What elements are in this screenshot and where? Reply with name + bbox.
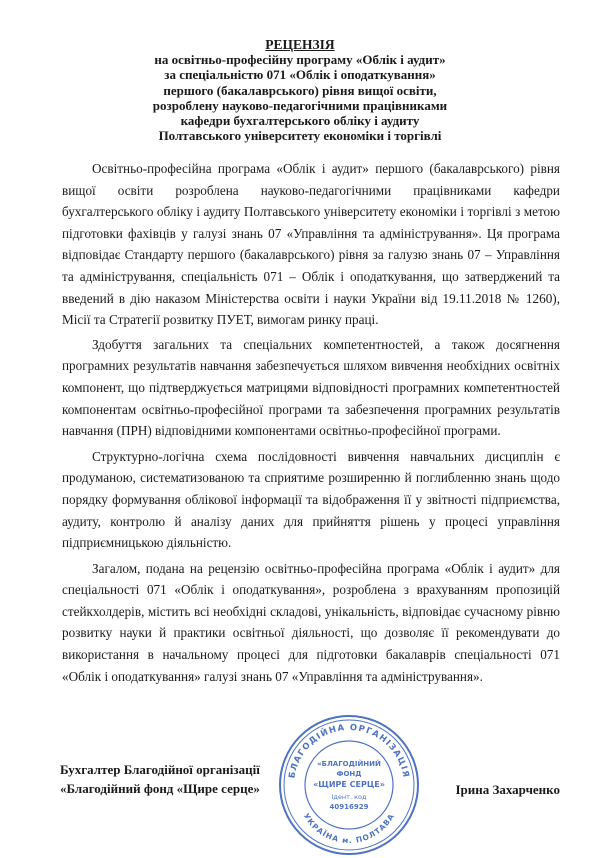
stamp-line: «БЛАГОДІЙНИЙ — [317, 760, 381, 768]
stamp-line: «ЩИРЕ СЕРЦЕ» — [313, 780, 385, 789]
stamp-code-label: Ідент. код — [331, 793, 367, 801]
signature-position — [60, 760, 340, 798]
signature-position-line: «Благодійний фонд «Щире серце» — [60, 781, 260, 796]
paragraph: Здобуття загальних та спеціальних компетентностей, а також досягнення програмних результатів навчання забезпечується шляхом вивчення необхідних освітніх компонент, що підтверджується матрицями відповідності програмних компетентностей компонентам освітньо-професійної програми та забезпечення програмних результатів навчання (ПРН) відповідними компонентами освітньо-професійної програми. — [62, 336, 560, 439]
stamp-line: ФОНД — [336, 770, 362, 778]
paragraph: Загалом, подана на рецензію освітньо-професійна програма «Облік і аудит» для спеціальності 071 «Облік і оподаткування», розроблена з врахуванням пропозицій стейкхолдерів, містить всі необхідні складові, унікальність, відповідає сучасному рівню розвитку науки й практики освітньої діяльності, що дозволяє її рекомендувати до використання в начальному процесі для підготовки бакалаврів спеціальності 071 «Облік і оподаткування» галузі знань 07 «Управління та адміністрування». — [62, 560, 560, 684]
document-body — [62, 158, 560, 687]
header-line: за спеціальністю 071 «Облік і оподаткування» — [164, 67, 436, 83]
header-line: Полтавського університету економіки і торгівлі — [158, 128, 442, 144]
signature-position-line: Бухгалтер Благодійної організації — [60, 762, 260, 777]
paragraph: Структурно-логічна схема послідовності вивчення навчальних дисциплін є продуманою, систематизованою та сприятиме розширенню й поглибленню знань щодо порядку формування облікової інформації та відображення її у звітності підприємства, аудиту, контролю й аналізу даних для прийняття рішень у процесі управління підприємницькою діяльністю. — [62, 448, 560, 551]
stamp-outer-text: БЛАГОДІЙНА ОРГАНІЗАЦІЯ — [287, 722, 411, 780]
header-line: розроблену науково-педагогічними працівниками — [152, 97, 448, 113]
header-line: кафедри бухгалтерського обліку і аудиту — [180, 113, 420, 129]
document-header — [60, 37, 540, 143]
header-line: першого (бакалаврського) рівня вищої освіти, — [163, 82, 437, 98]
header-line: на освітньо-професійну програму «Облік і аудит» — [154, 52, 446, 68]
stamp-code: 40916929 — [329, 803, 369, 811]
document-title: РЕЦЕНЗІЯ — [265, 37, 335, 52]
stamp-bottom-text: УКРАЇНА м. ПОЛТАВА — [301, 811, 397, 846]
paragraph: Освітньо-професійна програма «Облік і аудит» першого (бакалаврського) рівня вищої освіти розроблена науково-педагогічними працівниками кафедри бухгалтерського обліку і аудиту Полтавського університету економіки і торгівлі з метою підготовки фахівців у галузі знань 07 «Управління та адміністрування». Ця програма відповідає Стандарту першого (бакалаврського) рівня за галузю знань 07 – Управління та адміністрування, спеціальність 071 – Облік і оподаткування, що затверджений та введений в дію наказом Міністерства освіти і науки України від 19.11.2018 № 1260), Місії та Стратегії розвитку ПУЕТ, вимогам ринку праці. — [62, 161, 560, 328]
signature-name: Ірина Захарченко — [455, 782, 560, 797]
